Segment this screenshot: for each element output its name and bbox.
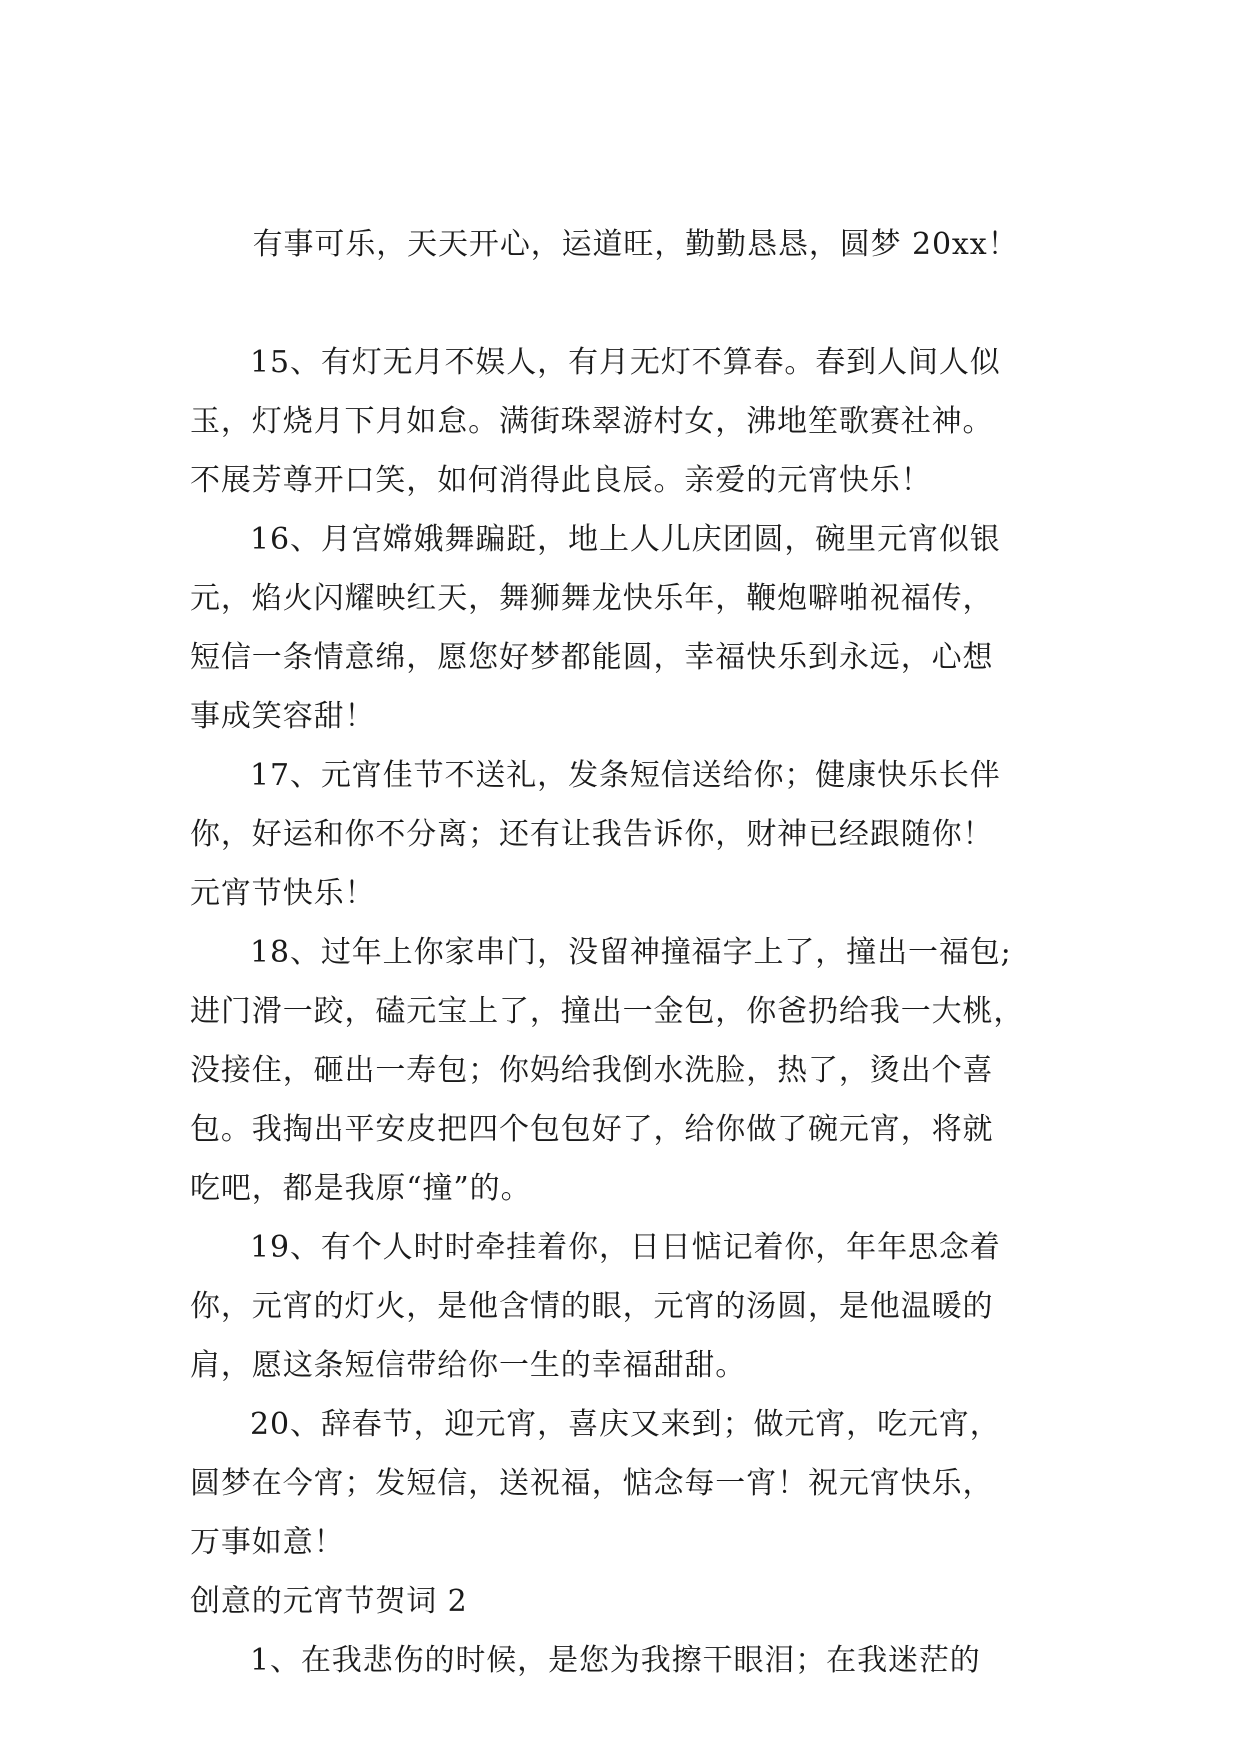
text-line: 你，元宵的灯火，是他含情的眼，元宵的汤圆，是他温暖的 — [190, 1289, 994, 1324]
paragraph-item-16 — [190, 510, 1060, 746]
text-line: 16、月宫嫦娥舞蹁跹，地上人儿庆团圆，碗里元宵似银 — [250, 522, 1001, 557]
text-line: 17、元宵佳节不送礼，发条短信送给你；健康快乐长伴 — [250, 758, 1001, 793]
text-line: 圆梦在今宵；发短信，送祝福，惦念每一宵！祝元宵快乐， — [190, 1466, 994, 1501]
text-line: 事成笑容甜！ — [190, 699, 376, 734]
text-line: 19、有个人时时牵挂着你，日日惦记着你，年年思念着 — [250, 1230, 1001, 1265]
text-line: 20、辞春节，迎元宵，喜庆又来到；做元宵，吃元宵， — [250, 1407, 1001, 1442]
text-line: 你，好运和你不分离；还有让我告诉你，财神已经跟随你！ — [190, 817, 994, 852]
text-line: 不展芳尊开口笑，如何消得此良辰。亲爱的元宵快乐！ — [190, 463, 932, 498]
text-line: 1、在我悲伤的时候，是您为我擦干眼泪；在我迷茫的 — [250, 1643, 981, 1678]
text-line: 有事可乐，天天开心，运道旺，勤勤恳恳，圆梦 20xx！ — [252, 227, 1019, 262]
text-line: 玉，灯烧月下月如怠。满街珠翠游村女，沸地笙歌赛社神。 — [190, 404, 994, 439]
paragraph-continuation — [190, 156, 1060, 333]
paragraph-item-15 — [190, 333, 1060, 510]
text-line: 进门滑一跤，磕元宝上了，撞出一金包，你爸扔给我一大桃， — [190, 994, 1025, 1029]
paragraph-item-18 — [190, 923, 1060, 1218]
text-line: 肩，愿这条短信带给你一生的幸福甜甜。 — [190, 1348, 747, 1383]
paragraph-item-1 — [190, 1631, 1060, 1690]
text-line: 万事如意！ — [190, 1525, 345, 1560]
section-heading: 创意的元宵节贺词 2 — [190, 1584, 468, 1619]
text-line: 18、过年上你家串门，没留神撞福字上了，撞出一福包; — [250, 935, 1012, 970]
paragraph-item-20 — [190, 1395, 1060, 1572]
text-line: 吃吧，都是我原“撞”的。 — [190, 1171, 532, 1206]
text-line: 元宵节快乐！ — [190, 876, 376, 911]
text-line: 15、有灯无月不娱人，有月无灯不算春。春到人间人似 — [250, 345, 1001, 380]
text-line: 元，焰火闪耀映红天，舞狮舞龙快乐年，鞭炮噼啪祝福传， — [190, 581, 994, 616]
document-body — [190, 156, 1060, 1690]
text-line: 包。我掏出平安皮把四个包包好了，给你做了碗元宵，将就 — [190, 1112, 994, 1147]
paragraph-item-17 — [190, 746, 1060, 923]
paragraph-item-19 — [190, 1218, 1060, 1395]
text-line: 短信一条情意绵，愿您好梦都能圆，幸福快乐到永远，心想 — [190, 640, 994, 675]
text-line: 没接住，砸出一寿包；你妈给我倒水洗脸，热了，烫出个喜 — [190, 1053, 994, 1088]
